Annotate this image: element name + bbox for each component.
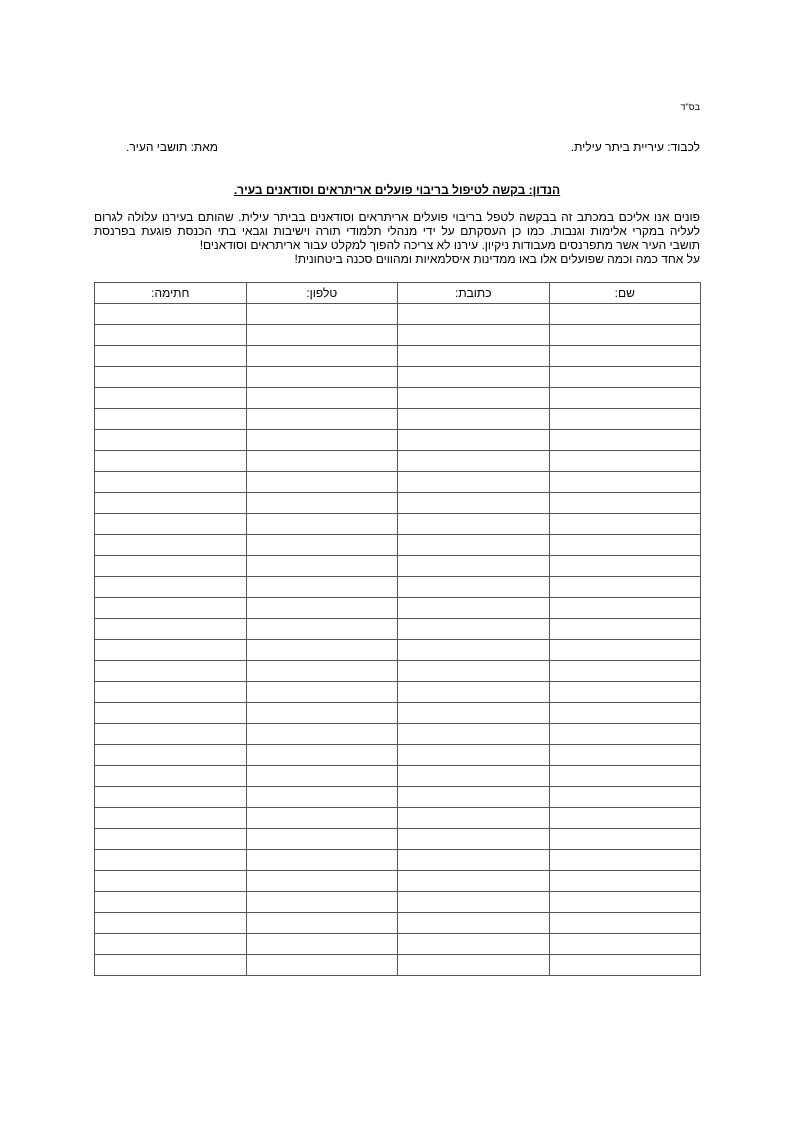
signature-cell	[95, 682, 247, 703]
address-row	[94, 140, 700, 156]
signature-cell	[95, 430, 247, 451]
body-line: על אחד כמה וכמה שפועלים אלו באו ממדינות איסלמאיות ומהווים סכנה ביטחונית!	[294, 252, 700, 266]
address-cell	[398, 640, 550, 661]
phone-cell	[246, 661, 398, 682]
name-cell	[549, 409, 701, 430]
signature-cell	[95, 619, 247, 640]
signature-cell	[95, 472, 247, 493]
table-row	[95, 598, 701, 619]
address-cell	[398, 493, 550, 514]
table-row	[95, 514, 701, 535]
name-cell	[549, 934, 701, 955]
name-cell	[549, 472, 701, 493]
phone-cell	[246, 913, 398, 934]
address-cell	[398, 703, 550, 724]
name-cell	[549, 682, 701, 703]
address-cell	[398, 598, 550, 619]
name-cell	[549, 787, 701, 808]
address-cell	[398, 724, 550, 745]
address-cell	[398, 955, 550, 976]
name-cell	[549, 346, 701, 367]
name-cell	[549, 430, 701, 451]
phone-cell	[246, 493, 398, 514]
phone-cell	[246, 430, 398, 451]
phone-cell	[246, 619, 398, 640]
table-row	[95, 934, 701, 955]
signature-cell	[95, 808, 247, 829]
signature-cell	[95, 640, 247, 661]
subject-line: הנדון: בקשה לטיפול בריבוי פועלים אריתראים וסודאנים בעיר.	[233, 183, 561, 197]
address-cell	[398, 346, 550, 367]
address-cell	[398, 682, 550, 703]
address-cell	[398, 556, 550, 577]
name-cell	[549, 661, 701, 682]
address-cell	[398, 787, 550, 808]
address-cell	[398, 850, 550, 871]
column-header-address: כתובת:	[398, 283, 550, 304]
signature-cell	[95, 850, 247, 871]
phone-cell	[246, 388, 398, 409]
signature-cell	[95, 661, 247, 682]
address-cell	[398, 325, 550, 346]
name-cell	[549, 556, 701, 577]
name-cell	[549, 493, 701, 514]
phone-cell	[246, 367, 398, 388]
signature-cell	[95, 514, 247, 535]
name-cell	[549, 913, 701, 934]
signature-cell	[95, 325, 247, 346]
signature-cell	[95, 724, 247, 745]
table-row	[95, 472, 701, 493]
signature-cell	[95, 745, 247, 766]
phone-cell	[246, 703, 398, 724]
address-cell	[398, 766, 550, 787]
name-cell	[549, 850, 701, 871]
address-cell	[398, 409, 550, 430]
address-cell	[398, 745, 550, 766]
name-cell	[549, 619, 701, 640]
signature-cell	[95, 955, 247, 976]
table-row	[95, 829, 701, 850]
address-cell	[398, 514, 550, 535]
address-cell	[398, 892, 550, 913]
table-row	[95, 535, 701, 556]
phone-cell	[246, 304, 398, 325]
table-row	[95, 451, 701, 472]
address-cell	[398, 535, 550, 556]
phone-cell	[246, 535, 398, 556]
phone-cell	[246, 724, 398, 745]
name-cell	[549, 745, 701, 766]
address-cell	[398, 388, 550, 409]
name-cell	[549, 640, 701, 661]
signature-cell	[95, 346, 247, 367]
sender-line: מאת: תושבי העיר.	[126, 140, 218, 154]
table-row	[95, 304, 701, 325]
name-cell	[549, 892, 701, 913]
table-row	[95, 577, 701, 598]
signature-cell	[95, 493, 247, 514]
table-row	[95, 682, 701, 703]
phone-cell	[246, 640, 398, 661]
signature-cell	[95, 367, 247, 388]
table-row	[95, 346, 701, 367]
table-row	[95, 640, 701, 661]
name-cell	[549, 808, 701, 829]
address-cell	[398, 619, 550, 640]
signature-cell	[95, 577, 247, 598]
table-row	[95, 871, 701, 892]
address-cell	[398, 577, 550, 598]
address-cell	[398, 451, 550, 472]
signature-cell	[95, 451, 247, 472]
name-cell	[549, 955, 701, 976]
table-row	[95, 787, 701, 808]
signature-cell	[95, 787, 247, 808]
address-cell	[398, 913, 550, 934]
table-row	[95, 388, 701, 409]
signature-cell	[95, 892, 247, 913]
address-cell	[398, 871, 550, 892]
name-cell	[549, 703, 701, 724]
name-cell	[549, 304, 701, 325]
name-cell	[549, 388, 701, 409]
name-cell	[549, 598, 701, 619]
name-cell	[549, 325, 701, 346]
table-row	[95, 808, 701, 829]
address-cell	[398, 430, 550, 451]
table-row	[95, 430, 701, 451]
bsd-header: בס"ד	[680, 102, 700, 112]
table-row	[95, 724, 701, 745]
phone-cell	[246, 556, 398, 577]
address-cell	[398, 367, 550, 388]
table-header-row	[95, 283, 701, 304]
column-header-name: שם:	[549, 283, 701, 304]
table-row	[95, 766, 701, 787]
signatures-table	[94, 282, 701, 976]
phone-cell	[246, 745, 398, 766]
signature-cell	[95, 766, 247, 787]
body-line: לעליה במקרי אלימות וגנבות. כמו כן העסקתם על ידי מנהלי תלמודי תורה וישיבות וגבאי בתי הכנסת פוגעת בפרנסת	[94, 224, 700, 238]
name-cell	[549, 724, 701, 745]
table-row	[95, 619, 701, 640]
table-row	[95, 493, 701, 514]
body-line: תושבי העיר אשר מתפרנסים מעבודות ניקיון. עירנו לא צריכה להפוך למקלט עבור אריתראים וסודאנים!	[199, 238, 700, 252]
address-cell	[398, 661, 550, 682]
name-cell	[549, 871, 701, 892]
phone-cell	[246, 808, 398, 829]
phone-cell	[246, 598, 398, 619]
phone-cell	[246, 787, 398, 808]
signature-cell	[95, 409, 247, 430]
table-row	[95, 745, 701, 766]
signatures-table-body	[95, 304, 701, 976]
phone-cell	[246, 409, 398, 430]
address-cell	[398, 472, 550, 493]
signature-cell	[95, 703, 247, 724]
letter-body	[94, 210, 700, 266]
address-cell	[398, 829, 550, 850]
name-cell	[549, 829, 701, 850]
recipient-line: לכבוד: עיריית ביתר עילית.	[570, 140, 700, 154]
name-cell	[549, 367, 701, 388]
phone-cell	[246, 871, 398, 892]
table-row	[95, 892, 701, 913]
address-cell	[398, 304, 550, 325]
signature-cell	[95, 535, 247, 556]
phone-cell	[246, 472, 398, 493]
phone-cell	[246, 514, 398, 535]
signature-cell	[95, 871, 247, 892]
name-cell	[549, 535, 701, 556]
phone-cell	[246, 955, 398, 976]
phone-cell	[246, 577, 398, 598]
table-row	[95, 556, 701, 577]
signature-cell	[95, 388, 247, 409]
column-header-phone: טלפון:	[246, 283, 398, 304]
signature-cell	[95, 829, 247, 850]
signature-cell	[95, 556, 247, 577]
table-row	[95, 661, 701, 682]
phone-cell	[246, 346, 398, 367]
signature-cell	[95, 304, 247, 325]
table-row	[95, 850, 701, 871]
table-row	[95, 703, 701, 724]
table-row	[95, 325, 701, 346]
phone-cell	[246, 766, 398, 787]
phone-cell	[246, 934, 398, 955]
phone-cell	[246, 451, 398, 472]
table-row	[95, 409, 701, 430]
address-cell	[398, 934, 550, 955]
signature-cell	[95, 934, 247, 955]
table-row	[95, 367, 701, 388]
address-cell	[398, 808, 550, 829]
phone-cell	[246, 892, 398, 913]
name-cell	[549, 514, 701, 535]
phone-cell	[246, 829, 398, 850]
name-cell	[549, 451, 701, 472]
phone-cell	[246, 850, 398, 871]
signature-cell	[95, 913, 247, 934]
table-row	[95, 955, 701, 976]
phone-cell	[246, 682, 398, 703]
phone-cell	[246, 325, 398, 346]
name-cell	[549, 766, 701, 787]
table-row	[95, 913, 701, 934]
body-line: פונים אנו אליכם במכתב זה בבקשה לטפל בריבוי פועלים אריתראים וסודאנים בביתר עילית. שהותם בעירנו עלולה לגרום	[94, 210, 700, 224]
column-header-signature: חתימה:	[95, 283, 247, 304]
signature-cell	[95, 598, 247, 619]
name-cell	[549, 577, 701, 598]
